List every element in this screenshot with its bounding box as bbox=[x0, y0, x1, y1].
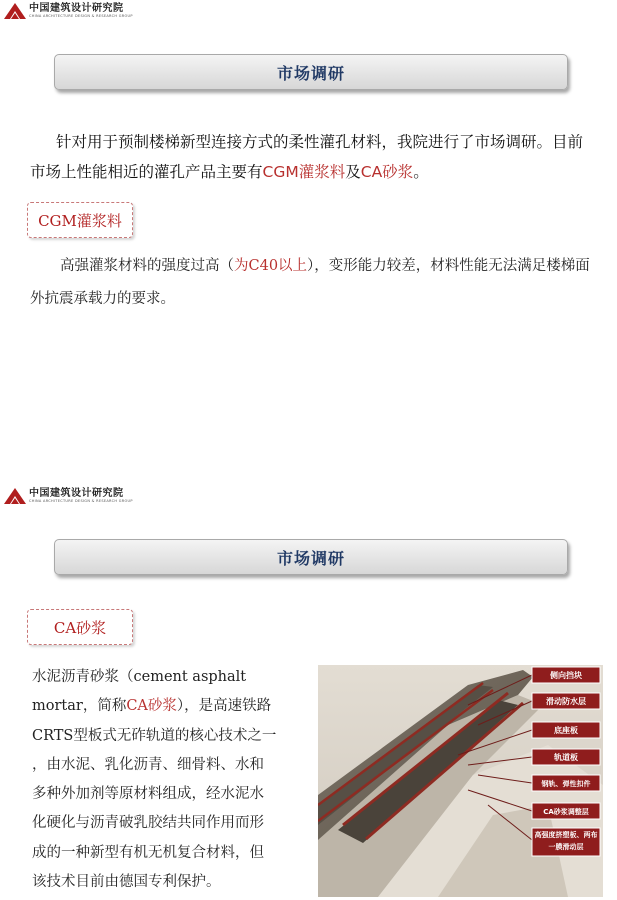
section-label-ca-text: CA砂浆 bbox=[53, 618, 107, 637]
logo-name: 中国建筑设计研究院 bbox=[29, 2, 124, 14]
intro-joiner: 及 bbox=[345, 163, 361, 181]
logo bbox=[4, 3, 133, 19]
diagram-label: 钢轨、弹性扣件 bbox=[541, 780, 591, 788]
diagram-label: 滑动防水层 bbox=[546, 697, 586, 706]
section-label-ca bbox=[27, 609, 133, 645]
intro-highlight-cgm: CGM灌浆料 bbox=[262, 163, 346, 181]
intro-text: 针对用于预制楼梯新型连接方式的柔性灌孔材料，我院进行了市场调研。目前市场上性能相近的灌孔产品主要有 bbox=[30, 133, 584, 181]
diagram-label: 轨道板 bbox=[554, 753, 578, 762]
slide-2-title-bar bbox=[54, 539, 568, 575]
section-label-cgm bbox=[27, 202, 133, 238]
intro-end: 。 bbox=[413, 163, 429, 181]
logo-mark-icon bbox=[4, 488, 26, 504]
slide-2 bbox=[0, 470, 617, 900]
body-text-1: 高强灌浆材料的强度过高（ bbox=[60, 258, 234, 274]
diagram-label: 底座板 bbox=[554, 726, 578, 735]
slide-1-title: 市场调研 bbox=[276, 63, 345, 83]
body-line: 多种外加剂等原材料组成，经水泥水 bbox=[32, 786, 264, 803]
logo-subtitle: CHINA ARCHITECTURE DESIGN & RESEARCH GROUP bbox=[29, 498, 133, 503]
diagram-label: 高强度挤塑板、两布一膜滑动层 bbox=[534, 831, 598, 851]
body-line: ，由水泥、乳化沥青、细骨料、水和 bbox=[32, 756, 264, 773]
body-line-text: ），是高速铁路 bbox=[176, 698, 272, 715]
slide-1-intro bbox=[30, 127, 590, 187]
slide-1-title-bar bbox=[54, 54, 568, 90]
diagram-label-wrap bbox=[533, 829, 599, 855]
diagram-label: CA砂浆调整层 bbox=[543, 808, 589, 816]
slide-1-body bbox=[30, 250, 590, 316]
slide-2-body bbox=[32, 663, 314, 897]
intro-highlight-ca: CA砂浆 bbox=[360, 163, 414, 181]
body-line: CRTS型板式无砟轨道的核心技术之一 bbox=[32, 727, 277, 744]
track-structure-diagram bbox=[318, 665, 603, 897]
logo-subtitle: CHINA ARCHITECTURE DESIGN & RESEARCH GROUP bbox=[29, 13, 133, 18]
logo bbox=[4, 488, 133, 504]
body-highlight-c40: 为C40以上 bbox=[234, 258, 308, 274]
body-line: 成的一种新型有机无机复合材料，但 bbox=[32, 844, 264, 861]
body-line: 水泥沥青砂浆（cement asphalt bbox=[32, 669, 247, 685]
body-text-2: ），变形能力较差，材料性能无法满足楼梯面外抗震承载力的要求。 bbox=[30, 258, 590, 307]
body-line: 该技术目前由德国专利保护。 bbox=[32, 874, 221, 891]
body-highlight-ca: CA砂浆 bbox=[126, 698, 177, 715]
logo-name: 中国建筑设计研究院 bbox=[29, 487, 124, 499]
section-label-cgm-text: CGM灌浆料 bbox=[38, 211, 122, 230]
logo-mark-icon bbox=[4, 3, 26, 19]
body-line-text: mortar，简称 bbox=[32, 698, 127, 715]
body-line bbox=[32, 692, 314, 721]
slide-2-title: 市场调研 bbox=[276, 548, 345, 568]
diagram-label: 侧向挡块 bbox=[550, 671, 582, 680]
body-line: 化硬化与沥青破乳胶结共同作用而形 bbox=[32, 815, 264, 832]
